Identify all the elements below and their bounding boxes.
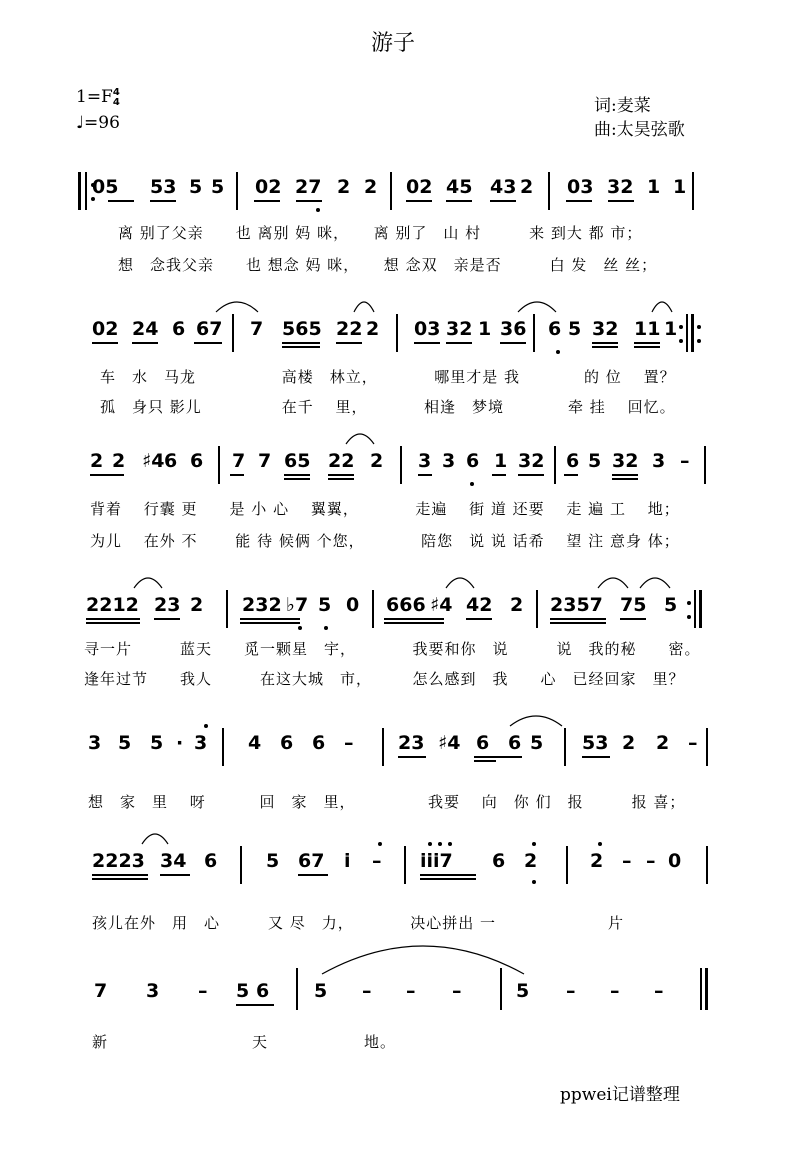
note: 6 bbox=[164, 450, 178, 472]
note: 5 bbox=[211, 176, 225, 198]
lyric-line: 寻一片 蓝天 觅一颗星 宇， 我要和你 说 说 我的秘 密。 bbox=[84, 640, 701, 658]
slur-arc bbox=[142, 834, 168, 844]
note: 2 bbox=[524, 850, 538, 872]
note: 5 bbox=[236, 980, 250, 1002]
note: 6 bbox=[256, 980, 270, 1002]
note: 27 bbox=[295, 176, 322, 198]
lyric-line: 背着 行囊 更 是 小 心 翼翼， 走遍 街 道 还要 走 遍 工 地； bbox=[90, 500, 680, 518]
note: – bbox=[610, 980, 620, 1002]
note: 22 bbox=[336, 318, 363, 340]
slur-arc bbox=[510, 716, 562, 726]
note: 2 bbox=[656, 732, 670, 754]
note: 7 bbox=[232, 450, 246, 472]
note: 7 bbox=[94, 980, 108, 1002]
lyric-line: 想 念我父亲 也 想念 妈 咪， 想 念双 亲是否 白 发 丝 丝； bbox=[118, 256, 658, 274]
note: 6 bbox=[204, 850, 218, 872]
note: 7 bbox=[258, 450, 272, 472]
note: 03 bbox=[567, 176, 594, 198]
note: 67 bbox=[196, 318, 223, 340]
lyric-line: 逢年过节 我人 在这大城 市， 怎么感到 我 心 已经回家 里？ bbox=[84, 670, 685, 688]
note: ♭7 bbox=[286, 594, 309, 616]
note: – bbox=[646, 850, 656, 872]
note: 3 bbox=[146, 980, 160, 1002]
note: 5 bbox=[314, 980, 328, 1002]
time-sig-top: 4 bbox=[112, 86, 120, 98]
note: – bbox=[688, 732, 698, 754]
note: – bbox=[452, 980, 462, 1002]
note: 11 bbox=[634, 318, 661, 340]
note: 0 bbox=[346, 594, 360, 616]
slur-arc bbox=[346, 434, 374, 444]
note: 6 bbox=[466, 450, 480, 472]
note: 6 bbox=[280, 732, 294, 754]
note: 32 bbox=[592, 318, 619, 340]
note: ♯4 bbox=[430, 594, 453, 616]
note: 2 bbox=[90, 450, 104, 472]
note: 1 bbox=[478, 318, 492, 340]
note: – bbox=[622, 850, 632, 872]
note: 6 bbox=[492, 850, 506, 872]
note: 6 bbox=[548, 318, 562, 340]
slur-arc bbox=[322, 946, 524, 974]
note: 22 bbox=[328, 450, 355, 472]
note: 5 bbox=[150, 732, 164, 754]
note: 6 bbox=[190, 450, 204, 472]
slur-arc bbox=[598, 578, 628, 588]
note: 42 bbox=[466, 594, 493, 616]
note: 3 bbox=[194, 732, 208, 754]
note: 5 bbox=[568, 318, 582, 340]
lyric-line: 孤 身只 影儿 在千 里， 相逢 梦境 牵 挂 回忆。 bbox=[100, 398, 676, 416]
note: 23 bbox=[398, 732, 425, 754]
note: 6 bbox=[566, 450, 580, 472]
note: 1 bbox=[494, 450, 508, 472]
slur-arc bbox=[640, 578, 670, 588]
note: 2 bbox=[364, 176, 378, 198]
note: 2 bbox=[622, 732, 636, 754]
slur-arc bbox=[652, 302, 672, 312]
note: 2 bbox=[510, 594, 524, 616]
slur-arc bbox=[216, 302, 258, 312]
lyric-line: 车 水 马龙 高楼 林立， 哪里才是 我 的 位 置？ bbox=[100, 368, 676, 386]
tempo-marking: ♩=96 bbox=[76, 113, 120, 133]
note: 5 bbox=[588, 450, 602, 472]
note: 43 bbox=[490, 176, 517, 198]
note: 02 bbox=[255, 176, 282, 198]
composer-credit: 曲:太昊弦歌 bbox=[594, 120, 685, 140]
note: 3 bbox=[652, 450, 666, 472]
lyric-line: 为儿 在外 不 能 待 候俩 个您， 陪您 说 说 话希 望 注 意身 体； bbox=[90, 532, 680, 550]
key-label: 1=F bbox=[76, 87, 113, 107]
transcriber-credit: ppwei记谱整理 bbox=[560, 1085, 680, 1105]
note: 24 bbox=[132, 318, 159, 340]
note: 23 bbox=[154, 594, 181, 616]
note: 03 bbox=[414, 318, 441, 340]
note: 1 bbox=[647, 176, 661, 198]
note: 02 bbox=[92, 318, 119, 340]
lyric-line: 离 别了父亲 也 离别 妈 咪， 离 别了 山 村 来 到大 都 市； bbox=[118, 224, 643, 242]
note: 6 bbox=[172, 318, 186, 340]
note: 34 bbox=[160, 850, 187, 872]
song-title: 游子 bbox=[370, 31, 415, 56]
note: – bbox=[406, 980, 416, 1002]
note: 2357 bbox=[550, 594, 603, 616]
note: 53 bbox=[150, 176, 177, 198]
note: 2 bbox=[337, 176, 351, 198]
note: 36 bbox=[500, 318, 527, 340]
note: 65 bbox=[284, 450, 311, 472]
slur-arc bbox=[446, 578, 474, 588]
note: 2 bbox=[190, 594, 204, 616]
slur-arc bbox=[134, 578, 162, 588]
slur-arc bbox=[354, 302, 374, 312]
note: 32 bbox=[518, 450, 545, 472]
note: i bbox=[344, 850, 351, 872]
note: – bbox=[198, 980, 208, 1002]
note: – bbox=[654, 980, 664, 1002]
note: 2 bbox=[370, 450, 384, 472]
note: 232 bbox=[242, 594, 282, 616]
lyric-line: 新 天 地。 bbox=[92, 1033, 397, 1051]
note: ♯4 bbox=[438, 732, 461, 754]
lyric-line: 孩儿在外 用 心 又 尽 力， 决心拼出 一 片 bbox=[92, 914, 625, 932]
note: 5 bbox=[530, 732, 544, 754]
note: – bbox=[566, 980, 576, 1002]
slur-arc bbox=[518, 302, 556, 312]
note: 7 bbox=[250, 318, 264, 340]
note: 2212 bbox=[86, 594, 139, 616]
lyric-line: 想 家 里 呀 回 家 里， 我要 向 你 们 报 报 喜； bbox=[88, 793, 686, 811]
note: – bbox=[344, 732, 354, 754]
note: 2 bbox=[520, 176, 534, 198]
note: 5 bbox=[664, 594, 678, 616]
note: 67 bbox=[298, 850, 325, 872]
note: 3 bbox=[418, 450, 432, 472]
note: 6 bbox=[508, 732, 522, 754]
note: 2 bbox=[112, 450, 126, 472]
note: 2223 bbox=[92, 850, 145, 872]
note: 666 bbox=[386, 594, 426, 616]
note: 3 bbox=[88, 732, 102, 754]
note: 0 bbox=[668, 850, 682, 872]
note: – bbox=[372, 850, 382, 872]
time-sig-bottom: 4 bbox=[112, 96, 120, 108]
note: 5 bbox=[516, 980, 530, 1002]
note: – bbox=[362, 980, 372, 1002]
lyricist-credit: 词:麦菜 bbox=[594, 96, 651, 116]
note: 32 bbox=[446, 318, 473, 340]
note: 5 bbox=[118, 732, 132, 754]
note: 2 bbox=[366, 318, 380, 340]
note: 1 bbox=[673, 176, 687, 198]
note: 6 bbox=[312, 732, 326, 754]
note: 565 bbox=[282, 318, 322, 340]
note: ♯4 bbox=[142, 450, 165, 472]
note: 3 bbox=[442, 450, 456, 472]
note: 4 bbox=[248, 732, 262, 754]
note: 05 bbox=[92, 176, 119, 198]
note: 2 bbox=[590, 850, 604, 872]
note: 32 bbox=[607, 176, 634, 198]
note: · bbox=[176, 732, 184, 754]
note: 32 bbox=[612, 450, 639, 472]
note: 02 bbox=[406, 176, 433, 198]
note: 5 bbox=[318, 594, 332, 616]
note: 75 bbox=[620, 594, 647, 616]
note: 53 bbox=[582, 732, 609, 754]
note: iii7 bbox=[420, 850, 453, 872]
note: 5 bbox=[189, 176, 203, 198]
note: – bbox=[680, 450, 690, 472]
note: 1 bbox=[664, 318, 678, 340]
note: 5 bbox=[266, 850, 280, 872]
note: 45 bbox=[446, 176, 473, 198]
note: 6 bbox=[476, 732, 490, 754]
